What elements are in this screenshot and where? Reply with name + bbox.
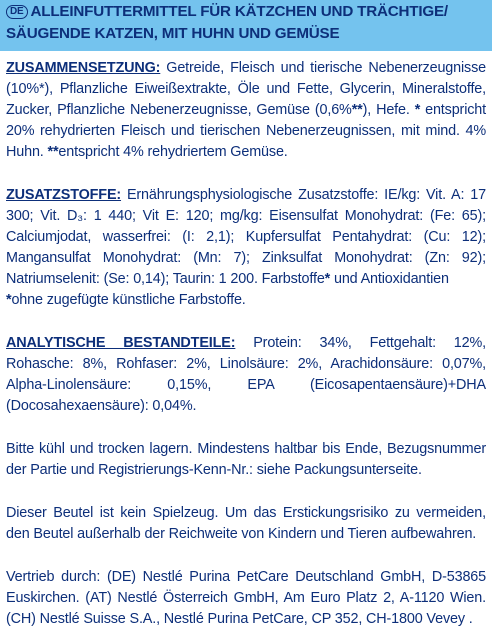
additives-note-mark: * (6, 292, 12, 308)
distributor-paragraph: Vertrieb durch: (DE) Nestlé Purina PetCare Deutschland GmbH, D-53865 Euskirchen. (AT) Nestlé Österreich GmbH, Am Euro Platz 2, A-1120 Wien. (CH) Nestlé Suisse S.A., Nestlé Purina PetCare, CP 352, CH-1800 Vevey . (6, 569, 486, 627)
composition-text-4: entspricht 4% rehydriertem Gemüse. (58, 144, 288, 160)
product-title-text-1: ALLEINFUTTERMITTEL FÜR KÄTZCHEN UND TRÄCHTIGE/ (30, 3, 448, 20)
additives-label: ZUSATZSTOFFE: (6, 187, 122, 203)
language-badge: DE (6, 5, 28, 19)
composition-text: Getreide, Fleisch und tierische Nebenerzeugnisse (10%*), Pflanzliche Eiweißextrakte, Öle und Fette, Glycerin, Mineralstoffe, Zucker, Pflanzliche Nebenerzeugnisse, Gemüse (0,6% (6, 60, 486, 118)
label-content (0, 51, 492, 630)
composition-text-3: entspricht 20% rehydrierten Fleisch und tierischen Nebenerzeugnissen, mit mind. 4% Huhn. (6, 102, 486, 160)
additives-note-text: ohne zugefügte künstliche Farbstoffe. (11, 292, 246, 308)
composition-footnote-mark: ** (351, 102, 363, 118)
additives-note (6, 290, 486, 311)
product-title-line-2: SÄUGENDE KATZEN, MIT HUHN UND GEMÜSE (6, 25, 340, 42)
product-title-banner (0, 0, 492, 51)
additives-text-2: und Antioxidantien (330, 271, 449, 287)
analytical-label: ANALYTISCHE BESTANDTEILE: (6, 335, 236, 351)
analytical-text: Protein: 34%, Fettgehalt: 12%, Rohasche: 8%, Rohfaser: 2%, Linolsäure: 2%, Arachidonsäure: 0,07%, Alpha-Linolensäure: 0,15%, EPA (Eicosapentaensäure)+DHA (Docosahexaensäure): 0,04%. (6, 335, 486, 414)
product-title-line-1 (6, 1, 486, 23)
additives-footnote-mark: * (324, 271, 331, 287)
composition-label: ZUSAMMENSETZUNG: (6, 60, 161, 76)
composition-paragraph (6, 58, 486, 163)
additives-paragraph (6, 185, 486, 290)
additives-text: Ernährungsphysiologische Zusatzstoffe: IE/kg: Vit. A: 17 300; Vit. D₃: 1 440; Vit E: 120; mg/kg: Eisensulfat Monohydrat: (Fe: 65); Calciumjodat, wasserfrei: (I: 2,1); Kupfersulfat Pentahydrat: (Cu: 12); Mangansulfat Monohydrat: (Mn: 7); Zinksulfat Monohydrat: (Zn: 92); Natriumselenit: (Se: 0,14); Taurin: 1 200. Farbstoffe (6, 187, 486, 287)
composition-footnote-mark-2: * (414, 102, 421, 118)
warning-paragraph: Dieser Beutel ist kein Spielzeug. Um das Erstickungsrisiko zu vermeiden, den Beutel außerhalb der Reichweite von Kindern und Tieren aufbewahren. (6, 505, 486, 542)
composition-text-2: ), Hefe. (362, 102, 415, 118)
composition-footnote-mark-3: ** (47, 144, 59, 160)
analytical-paragraph (6, 333, 486, 417)
storage-paragraph: Bitte kühl und trocken lagern. Mindestens haltbar bis Ende, Bezugsnummer der Partie und Registrierungs-Kenn-Nr.: siehe Packungsunterseite. (6, 441, 486, 478)
